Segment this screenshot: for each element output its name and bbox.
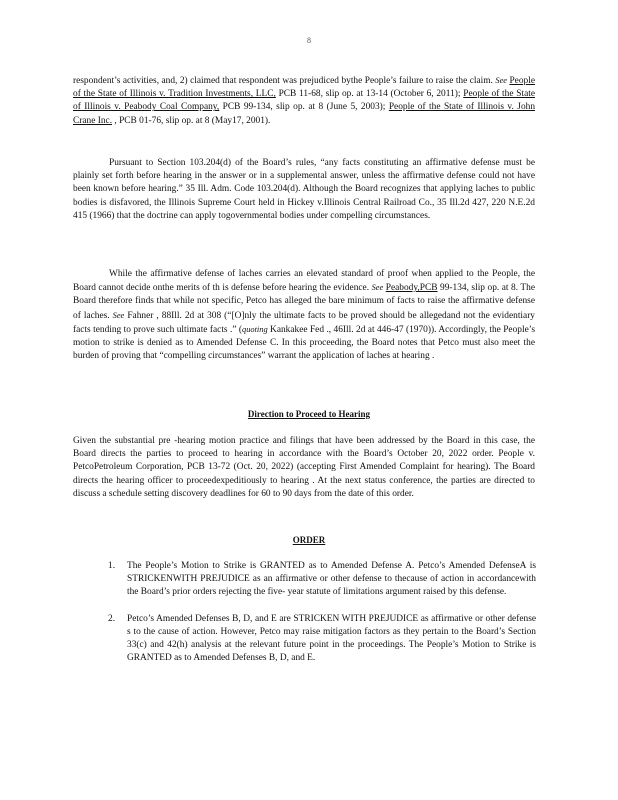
text-run: , PCB 01-76, slip op. at 8 (May17, 2001). xyxy=(112,115,271,126)
order-list xyxy=(108,560,536,678)
section-heading-direction: Direction to Proceed to Hearing xyxy=(247,409,371,419)
order-item xyxy=(108,560,536,600)
paragraph-section-103-204: Pursuant to Section 103.204(d) of the Board’s rules, “any facts constituting an affirmative defense must be plainly set forth before hearing in the answer or in a supplemental answer, unless the affirmative defense could not have been known before hearing.” 35 Ill. Adm. Code 103.204(d). Although the Board recognizes that applying laches to public bodies is disfavored, the Illinois Supreme Court held in Hickey v.Illinois Central Railroad Co., 35 Ill.2d 427, 220 N.E.2d 415 (1966) that the doctrine can apply togovernmental bodies under compelling circumstances. xyxy=(73,158,535,221)
paragraph-direction: Given the substantial pre -hearing motion practice and filings that have been addressed by the Board in this case, the Board directs the parties to proceed to hearing in accordance with the Board’s October 20, 2022 order. People v. PetcoPetroleum Corporation, PCB 13-72 (Oct. 20, 2022) (accepting First Amended Complaint for hearing). The Board directs the hearing officer to proceedexpeditiously to hearing . At the next status conference, the parties are directed to discuss a schedule setting discovery deadlines for 60 to 90 days from the date of this order. xyxy=(73,436,535,499)
text-run: While the affirmative defense of laches carries an elevated standard of proof when applied to the People, the Board cannot decide onthe merits of th is defense before hearing the evidence. xyxy=(73,269,535,294)
text-run: respondent’s activities, and, 2) claimed that respondent was prejudiced bythe People’s failure to raise the claim. xyxy=(73,76,496,86)
text-run: PCB 11-68, slip op. at 13-14 (October 6, 2011); xyxy=(275,89,464,100)
text-run: Kankakee Fed ., 46Ill. 2d at 446-47 (1970)). Accordingly, the People’s motion to strike is denied as to Amended Defense C. In this proceeding, the Board notes that Petco must also meet the burden of proving that “compelling circumstances” warrant the application of laches at hearing . xyxy=(73,324,535,362)
paragraph-laches-precedent xyxy=(73,74,535,128)
paragraph-laches-standard xyxy=(73,268,535,363)
case-citation: People of the State of Illinois v. Tradition Investments, LLC, xyxy=(73,76,535,100)
signal-quoting: quoting xyxy=(242,324,268,334)
signal-see: See xyxy=(371,283,384,293)
page-number: 8 xyxy=(307,36,311,45)
order-item xyxy=(108,613,536,666)
signal-see: See xyxy=(112,310,125,320)
text-run: 99-134, slip op. at 8. The Board therefore finds that while not specific, Petco has alleged the bare minimum of facts to raise the affirmative defense of laches. xyxy=(73,283,535,321)
order-item-text: The People’s Motion to Strike is GRANTED as to Amended Defense A. Petco’s Amended DefenseA is STRICKENWITH PREJUDICE as an affirmative or other defense to thecause of action in accordancewith the Board’s prior orders rejecting the five- year statute of limitations argument raised by this defense. xyxy=(127,561,536,598)
case-citation: People of the State of Illinois v. John Crane Inc. xyxy=(73,102,536,126)
order-item-number: 2. xyxy=(108,613,116,624)
text-run: Fahner , 88Ill. 2d at 308 (“[O]nly the ultimate facts to be proved should be allegedand not the evidentiary facts tending to prove such ultimate facts .” ( xyxy=(73,310,535,335)
case-citation: People of the State of Illinois v. Peabody Coal Company, xyxy=(73,89,536,113)
order-item-number: 1. xyxy=(108,561,116,571)
case-citation: Peabody,PCB xyxy=(385,283,438,294)
order-item-text: Petco’s Amended Defenses B, D, and E are STRICKEN WITH PREJUDICE as affirmative or other defense s to the cause of action. However, Petco may raise mitigation factors as they pertain to the Board’s Section 33(c) and 42(h) analysis at the relevant future point in the proceedings. The People’s Motion to Strike is GRANTED as to Amended Defenses B, D, and E. xyxy=(127,613,536,664)
section-heading-order: ORDER xyxy=(292,535,326,545)
text-run: PCB 99-134, slip op. at 8 (June 5, 2003); xyxy=(219,102,389,113)
signal-see: See xyxy=(495,76,507,85)
